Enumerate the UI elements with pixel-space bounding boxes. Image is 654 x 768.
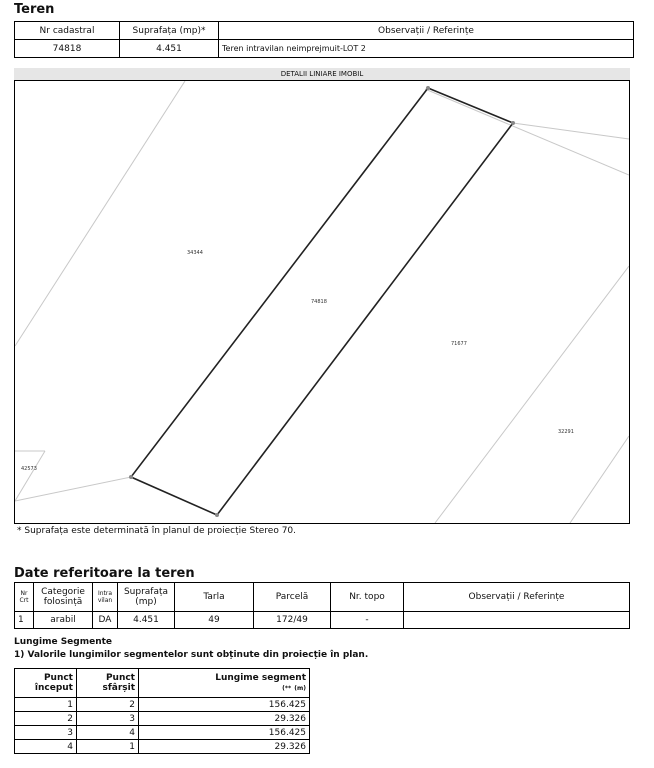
- cell-tarla: 49: [175, 612, 254, 629]
- cell-parcela: 172/49: [254, 612, 331, 629]
- segment-length: 156.425: [139, 698, 310, 712]
- segment-start: 2: [15, 712, 77, 726]
- cell-observatii-teren: [404, 612, 630, 629]
- cell-suprafata-mp: 4.451: [118, 612, 175, 629]
- header-tarla: Tarla: [175, 583, 254, 612]
- segmente-header-row: [15, 669, 310, 698]
- neighbour-line-top-right-2: [513, 123, 629, 139]
- corner-point-2: [511, 121, 515, 125]
- date-teren-heading: Date referitoare la teren: [14, 566, 195, 581]
- teren-heading: Teren: [14, 2, 55, 17]
- date-teren-table: [14, 582, 630, 629]
- corner-point-3: [215, 513, 219, 517]
- segment-start: 1: [15, 698, 77, 712]
- cell-observatii: Teren intravilan neimprejmuit-LOT 2: [219, 40, 634, 58]
- segment-length: 29.326: [139, 712, 310, 726]
- header-nr-crt: Nr Crt: [15, 583, 34, 612]
- segment-end: 1: [77, 740, 139, 754]
- header-suprafata-mp: Suprafața (mp): [118, 583, 175, 612]
- teren-header-row: [15, 22, 634, 40]
- label-parcel-main: 74818: [311, 299, 327, 305]
- cell-nr-cadastral: 74818: [15, 40, 120, 58]
- label-parcel-bottom-left: 42573: [21, 466, 37, 472]
- segmente-heading: Lungime Segmente: [14, 637, 113, 647]
- header-punct-sfarsit: Punct sfârșit: [77, 669, 139, 698]
- header-observatii: Observații / Referințe: [219, 22, 634, 40]
- header-lungime-unit: (m): [294, 685, 306, 692]
- label-parcel-right: 71677: [451, 341, 467, 347]
- map-title: DETALII LINIARE IMOBIL: [14, 68, 630, 80]
- neighbour-line-right-1: [435, 266, 629, 523]
- neighbour-line-bottom-left-2: [15, 451, 45, 501]
- neighbour-line-bottom-left-3: [15, 477, 131, 501]
- date-teren-header-row: [15, 583, 630, 612]
- segment-start: 3: [15, 726, 77, 740]
- header-intravilan: Intra vilan: [93, 583, 118, 612]
- cell-categorie: arabil: [34, 612, 93, 629]
- corner-point-1: [426, 86, 430, 90]
- cell-suprafata: 4.451: [120, 40, 219, 58]
- header-suprafata: Suprafața (mp)*: [120, 22, 219, 40]
- segment-row: [15, 712, 310, 726]
- segment-row: [15, 698, 310, 712]
- header-nr-cadastral: Nr cadastral: [15, 22, 120, 40]
- header-lungime-unit-prefix: (**: [282, 685, 292, 692]
- segment-length: 156.425: [139, 726, 310, 740]
- parcel-map-drawing: [15, 81, 629, 523]
- segment-end: 4: [77, 726, 139, 740]
- header-parcela: Parcelă: [254, 583, 331, 612]
- cell-nr-crt: 1: [15, 612, 34, 629]
- segment-row: [15, 740, 310, 754]
- header-lungime: [139, 669, 310, 698]
- footnote: * Suprafața este determinată în planul de proiecție Stereo 70.: [17, 526, 297, 536]
- segmente-note: 1) Valorile lungimilor segmentelor sunt obținute din proiecție în plan.: [14, 650, 369, 660]
- cell-intravilan: DA: [93, 612, 118, 629]
- date-teren-data-row: [15, 612, 630, 629]
- header-observatii-teren: Observații / Referințe: [404, 583, 630, 612]
- header-nr-topo: Nr. topo: [331, 583, 404, 612]
- segment-end: 2: [77, 698, 139, 712]
- teren-table: [14, 21, 634, 58]
- corner-point-4: [129, 475, 133, 479]
- neighbour-line-top-right: [425, 89, 629, 175]
- segmente-table: [14, 668, 310, 754]
- teren-data-row: [15, 40, 634, 58]
- neighbour-line-left: [15, 81, 185, 346]
- cell-nr-topo: -: [331, 612, 404, 629]
- segment-row: [15, 726, 310, 740]
- header-lungime-label: Lungime segment: [215, 673, 306, 683]
- label-parcel-far-right: 32291: [558, 429, 574, 435]
- segment-start: 4: [15, 740, 77, 754]
- segment-length: 29.326: [139, 740, 310, 754]
- header-punct-inceput: Punct început: [15, 669, 77, 698]
- header-categorie: Categorie folosință: [34, 583, 93, 612]
- label-parcel-left: 34344: [187, 250, 203, 256]
- parcel-map: [14, 80, 630, 524]
- neighbour-line-right-2: [570, 436, 629, 523]
- segment-end: 3: [77, 712, 139, 726]
